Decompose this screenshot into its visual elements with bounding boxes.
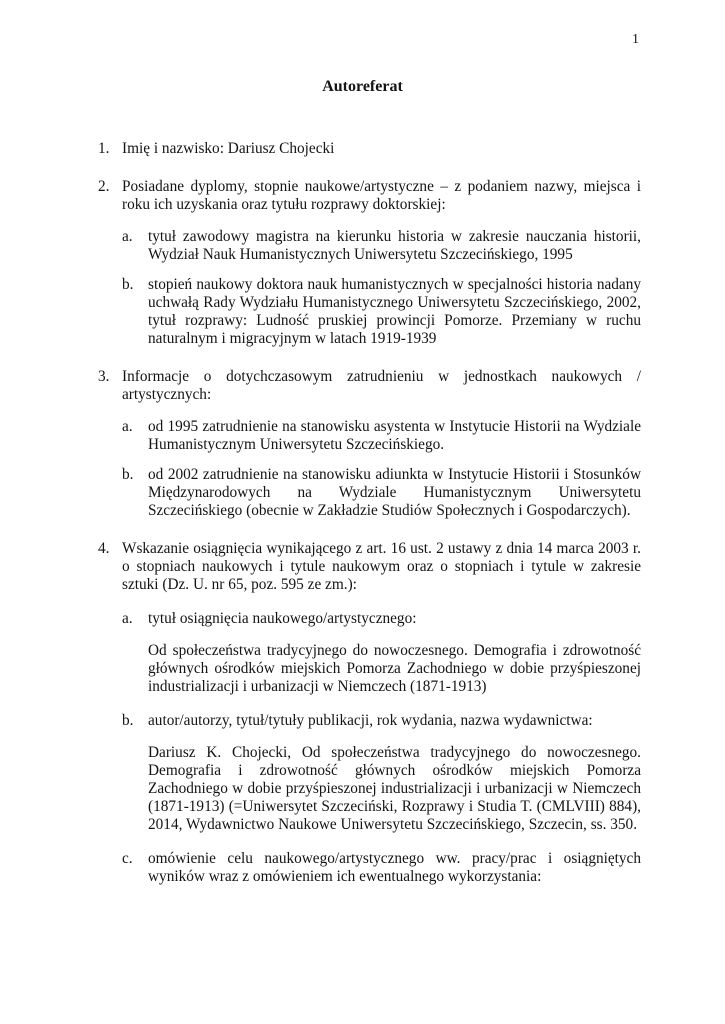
sub-item-text: tytuł zawodowy magistra na kierunku historia w zakresie nauczania historii, Wydział Nauk Humanistycznych Uniwersytetu Szczecińskiego, 1995 — [148, 228, 641, 263]
sub-item-letter: c. — [122, 850, 133, 867]
sub-item-3b — [122, 466, 641, 520]
sub-item-letter: a. — [122, 610, 133, 627]
item-text: Imię i nazwisko: Dariusz Chojecki — [122, 140, 335, 157]
sub-item-text: od 2002 zatrudnienie na stanowisku adiunkta w Instytucie Historii i Stosunków Międzynarodowych na Wydziale Humanistycznym Uniwersytetu Szczecińskiego (obecnie w Zakładzie Studiów Społecznych i Gospodarczych). — [148, 466, 641, 519]
sub-item-3a — [122, 418, 641, 454]
item-text: Wskazanie osiągnięcia wynikającego z art. 16 ust. 2 ustawy z dnia 14 marca 2003 r. o stopniach naukowych i tytule naukowym oraz o stopniach i tytule w zakresie sztuki (Dz. U. nr 65, poz. 595 ze zm.): — [122, 540, 641, 593]
item-number: 3. — [98, 368, 110, 385]
item-text: Informacje o dotychczasowym zatrudnieniu w jednostkach naukowych / artystycznych: — [122, 368, 641, 403]
sub-item-text: autor/autorzy, tytuł/tytuły publikacji, rok wydania, nazwa wydawnictwa: — [148, 712, 593, 729]
sub-item-text: tytuł osiągnięcia naukowego/artystycznego: — [148, 610, 417, 627]
list-item-1 — [98, 140, 641, 158]
sub-item-text: omówienie celu naukowego/artystycznego ww. pracy/prac i osiągniętych wyników wraz z omówieniem ich ewentualnego wykorzystania: — [148, 850, 641, 885]
sub-item-letter: b. — [122, 276, 134, 293]
item-text: Posiadane dyplomy, stopnie naukowe/artystyczne – z podaniem nazwy, miejsca i roku ich uzyskania oraz tytułu rozprawy doktorskiej: — [122, 178, 641, 213]
sub-item-4b — [122, 712, 641, 834]
sub-item-4c — [122, 850, 641, 886]
publication-citation: Dariusz K. Chojecki, Od społeczeństwa tradycyjnego do nowoczesnego. Demografia i zdrowotność głównych ośrodków miejskich Pomorza Zachodniego w dobie przyśpieszonej industrializacji i urbanizacji w Niemczech (1871-1913) (=Uniwersytet Szczeciński, Rozprawy i Studia T. (CMLVIII) 884), 2014, Wydawnictwo Naukowe Uniwersytetu Szczecińskiego, Szczecin, ss. 350. — [148, 744, 641, 833]
item-number: 1. — [98, 140, 110, 157]
list-item-3 — [98, 368, 641, 404]
sub-item-2a — [122, 228, 641, 264]
sub-item-letter: a. — [122, 228, 133, 245]
document-body — [98, 140, 641, 886]
sub-item-letter: b. — [122, 466, 134, 483]
item-number: 4. — [98, 540, 110, 557]
sub-item-letter: a. — [122, 418, 133, 435]
page-number: 1 — [632, 32, 639, 47]
list-item-2 — [98, 178, 641, 214]
sub-item-4a — [122, 610, 641, 696]
sub-item-text: stopień naukowy doktora nauk humanistycznych w specjalności historia nadany uchwałą Rady Wydziału Humanistycznego Uniwersytetu Szczecińskiego, 2002, tytuł rozprawy: Ludność pruskiej prowincji Pomorze. Przemiany w ruchu naturalnym i migracyjnym w latach 1919-1939 — [148, 276, 641, 347]
sub-item-text: od 1995 zatrudnienie na stanowisku asystenta w Instytucie Historii na Wydziale Humanistycznym Uniwersytetu Szczecińskiego. — [148, 418, 641, 453]
document-title: Autoreferat — [322, 78, 403, 95]
sub-item-2b — [122, 276, 641, 348]
sub-item-letter: b. — [122, 712, 134, 729]
item-number: 2. — [98, 178, 110, 195]
list-item-4 — [98, 540, 641, 594]
achievement-title: Od społeczeństwa tradycyjnego do nowoczesnego. Demografia i zdrowotność głównych ośrodków miejskich Pomorza Zachodniego w dobie przyśpieszonej industrializacji i urbanizacji w Niemczech (1871-1913) — [148, 642, 641, 695]
